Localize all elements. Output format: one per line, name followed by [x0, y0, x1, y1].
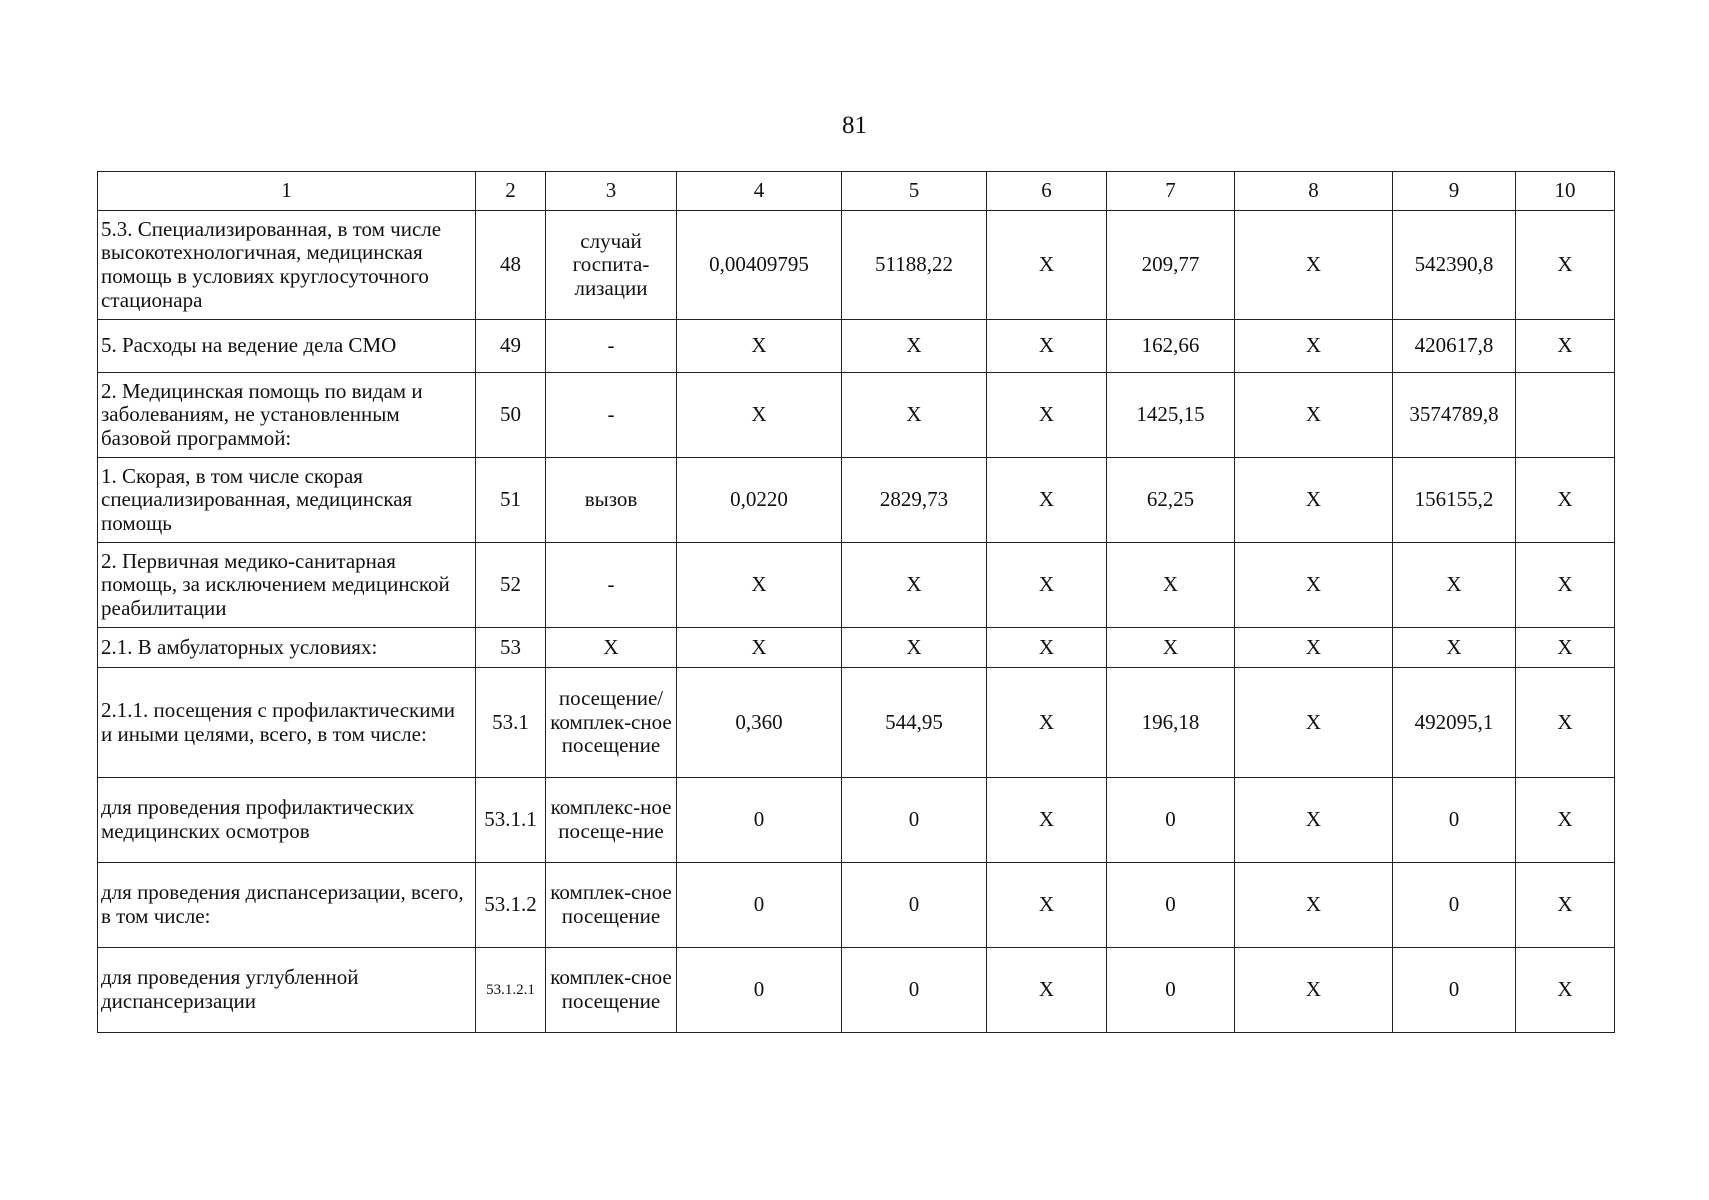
- row-code-cell: 53.1.2.1: [476, 948, 546, 1033]
- row-code-cell: 52: [476, 543, 546, 628]
- row-name-cell: 2. Первичная медико-санитарная помощь, за исключением медицинской реабилитации: [98, 543, 476, 628]
- table-cell: Х: [1516, 628, 1615, 668]
- table-cell: Х: [987, 948, 1107, 1033]
- table-cell: Х: [1516, 458, 1615, 543]
- table-cell: Х: [677, 373, 842, 458]
- table-cell: 162,66: [1107, 320, 1235, 373]
- table-cell: Х: [1516, 211, 1615, 320]
- table-cell: 0: [842, 863, 987, 948]
- unit-cell: посещение/ комплек-сное посещение: [546, 668, 677, 778]
- table-cell: Х: [1235, 543, 1393, 628]
- table-cell: Х: [987, 778, 1107, 863]
- table-row: [98, 668, 1615, 778]
- table-cell: Х: [1235, 628, 1393, 668]
- table-row: [98, 543, 1615, 628]
- table-cell: Х: [1516, 778, 1615, 863]
- table-cell: Х: [1235, 320, 1393, 373]
- table-cell: Х: [987, 668, 1107, 778]
- table-cell: Х: [1235, 778, 1393, 863]
- table-row: [98, 628, 1615, 668]
- table-cell: Х: [1516, 948, 1615, 1033]
- table-cell: Х: [677, 628, 842, 668]
- row-name-cell: 2.1. В амбулаторных условиях:: [98, 628, 476, 668]
- table-cell: [1516, 373, 1615, 458]
- row-code-cell: 51: [476, 458, 546, 543]
- unit-cell: -: [546, 373, 677, 458]
- unit-cell: комплек-сное посещение: [546, 863, 677, 948]
- table-row: [98, 778, 1615, 863]
- table-cell: Х: [1235, 458, 1393, 543]
- table-cell: Х: [1516, 543, 1615, 628]
- row-code-cell: 53: [476, 628, 546, 668]
- table-cell: 0: [1393, 948, 1516, 1033]
- row-name-cell: 2.1.1. посещения с профилактическими и иными целями, всего, в том числе:: [98, 668, 476, 778]
- table-cell: Х: [987, 373, 1107, 458]
- column-number: 9: [1393, 172, 1516, 211]
- table-cell: 420617,8: [1393, 320, 1516, 373]
- column-number: 7: [1107, 172, 1235, 211]
- page-number: 81: [842, 112, 867, 139]
- table-cell: 544,95: [842, 668, 987, 778]
- column-number: 8: [1235, 172, 1393, 211]
- table-cell: Х: [842, 373, 987, 458]
- table-cell: 51188,22: [842, 211, 987, 320]
- table-cell: Х: [677, 320, 842, 373]
- data-table: [97, 171, 1615, 1033]
- row-code-cell: 49: [476, 320, 546, 373]
- column-number: 6: [987, 172, 1107, 211]
- table-cell: 542390,8: [1393, 211, 1516, 320]
- table-cell: 0: [842, 778, 987, 863]
- table-cell: 196,18: [1107, 668, 1235, 778]
- table-cell: Х: [1107, 543, 1235, 628]
- table-cell: 0: [677, 948, 842, 1033]
- table-body: [98, 211, 1615, 1033]
- table-cell: 0,0220: [677, 458, 842, 543]
- table-cell: Х: [1107, 628, 1235, 668]
- table-cell: 0: [1107, 948, 1235, 1033]
- table-cell: Х: [987, 628, 1107, 668]
- table-cell: 0,360: [677, 668, 842, 778]
- table-cell: 0: [1393, 778, 1516, 863]
- column-number: 5: [842, 172, 987, 211]
- table-cell: Х: [1235, 948, 1393, 1033]
- table-cell: Х: [677, 543, 842, 628]
- table-row: [98, 863, 1615, 948]
- table-cell: Х: [1235, 863, 1393, 948]
- column-number: 2: [476, 172, 546, 211]
- table-cell: Х: [987, 458, 1107, 543]
- table-cell: Х: [1516, 320, 1615, 373]
- unit-cell: комплекс-ное посеще-ние: [546, 778, 677, 863]
- table-row: [98, 458, 1615, 543]
- table-cell: Х: [1393, 543, 1516, 628]
- unit-cell: Х: [546, 628, 677, 668]
- table-cell: 0: [677, 863, 842, 948]
- table-cell: Х: [987, 320, 1107, 373]
- table-cell: Х: [987, 863, 1107, 948]
- table-cell: 0,00409795: [677, 211, 842, 320]
- table-cell: Х: [1393, 628, 1516, 668]
- column-number-row: [98, 172, 1615, 211]
- table-row: [98, 373, 1615, 458]
- table-cell: 0: [677, 778, 842, 863]
- row-name-cell: 5. Расходы на ведение дела СМО: [98, 320, 476, 373]
- table-cell: 3574789,8: [1393, 373, 1516, 458]
- table-cell: 62,25: [1107, 458, 1235, 543]
- table-cell: 0: [1107, 863, 1235, 948]
- table-cell: 492095,1: [1393, 668, 1516, 778]
- row-name-cell: для проведения профилактических медицинских осмотров: [98, 778, 476, 863]
- table-cell: Х: [842, 628, 987, 668]
- table-cell: Х: [1235, 211, 1393, 320]
- table-row: [98, 211, 1615, 320]
- table-cell: Х: [987, 543, 1107, 628]
- column-number: 1: [98, 172, 476, 211]
- column-number: 10: [1516, 172, 1615, 211]
- table-cell: Х: [842, 543, 987, 628]
- row-code-cell: 53.1.1: [476, 778, 546, 863]
- row-code-cell: 53.1.2: [476, 863, 546, 948]
- row-code-cell: 50: [476, 373, 546, 458]
- row-name-cell: 5.3. Специализированная, в том числе высокотехнологичная, медицинская помощь в условиях круглосуточного стационара: [98, 211, 476, 320]
- table-cell: 1425,15: [1107, 373, 1235, 458]
- unit-cell: случай госпита-лизации: [546, 211, 677, 320]
- column-number: 4: [677, 172, 842, 211]
- row-code-cell: 53.1: [476, 668, 546, 778]
- table-cell: 2829,73: [842, 458, 987, 543]
- row-name-cell: 2. Медицинская помощь по видам и заболеваниям, не установленным базовой программой:: [98, 373, 476, 458]
- table-cell: 0: [1393, 863, 1516, 948]
- row-name-cell: для проведения углубленной диспансеризации: [98, 948, 476, 1033]
- table-row: [98, 948, 1615, 1033]
- unit-cell: комплек-сное посещение: [546, 948, 677, 1033]
- column-number: 3: [546, 172, 677, 211]
- table-cell: 156155,2: [1393, 458, 1516, 543]
- unit-cell: вызов: [546, 458, 677, 543]
- table-cell: Х: [1516, 863, 1615, 948]
- unit-cell: -: [546, 543, 677, 628]
- table-cell: 0: [842, 948, 987, 1033]
- table-cell: Х: [1516, 668, 1615, 778]
- row-name-cell: для проведения диспансеризации, всего, в том числе:: [98, 863, 476, 948]
- table-cell: 0: [1107, 778, 1235, 863]
- table-cell: 209,77: [1107, 211, 1235, 320]
- table-cell: Х: [842, 320, 987, 373]
- row-code-cell: 48: [476, 211, 546, 320]
- unit-cell: -: [546, 320, 677, 373]
- table-cell: Х: [987, 211, 1107, 320]
- table-cell: Х: [1235, 373, 1393, 458]
- row-name-cell: 1. Скорая, в том числе скорая специализированная, медицинская помощь: [98, 458, 476, 543]
- table-row: [98, 320, 1615, 373]
- table-cell: Х: [1235, 668, 1393, 778]
